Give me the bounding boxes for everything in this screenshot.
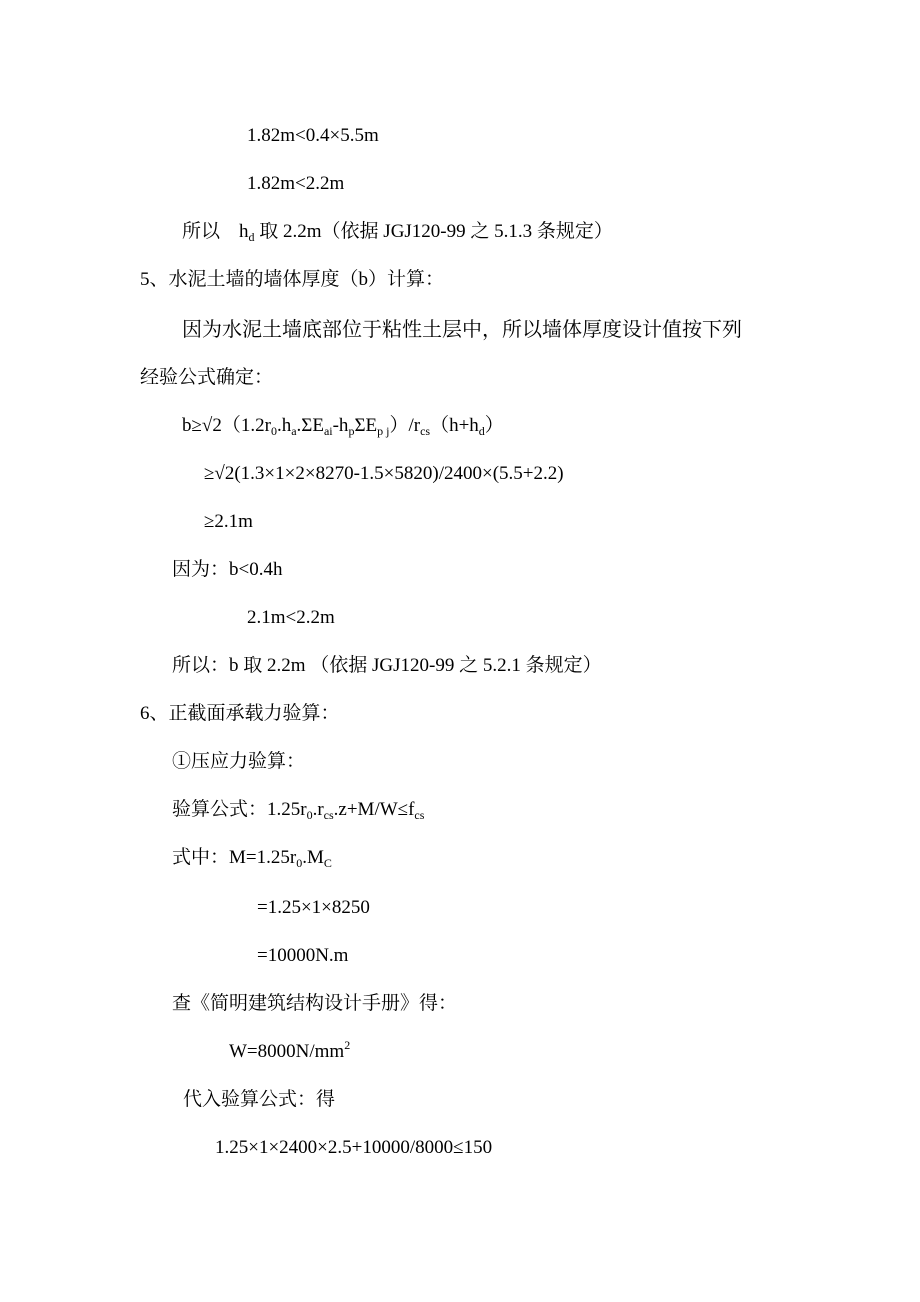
paragraph-line: 因为水泥土墙底部位于粘性土层中，所以墙体厚度设计值按下列 xyxy=(182,319,742,341)
text-line: 因为：b<0.4h xyxy=(172,559,283,580)
formula-line xyxy=(172,846,332,870)
formula-line xyxy=(172,798,424,822)
text-fragment: b≥√2（1.2r xyxy=(182,415,271,436)
subscript: cs xyxy=(323,808,334,822)
subscript: C xyxy=(323,856,332,870)
subscript: d xyxy=(248,230,255,244)
text-fragment: -h xyxy=(332,415,349,436)
text-line: 所以：b 取 2.2m （依据 JGJ120-99 之 5.2.1 条规定） xyxy=(172,655,602,676)
text-fragment: W=8000N/mm xyxy=(229,1041,345,1062)
text-line: 查《简明建筑结构设计手册》得： xyxy=(172,993,458,1014)
text-fragment: ΣE xyxy=(354,415,378,436)
formula-line: ≥√2(1.3×1×2×8270-1.5×5820)/2400×(5.5+2.2) xyxy=(204,463,564,484)
subscript: cs xyxy=(420,424,431,438)
text-fragment: 验算公式：1.25r xyxy=(172,799,307,820)
text-line: 1.82m<2.2m xyxy=(247,173,345,194)
subscript: a xyxy=(291,424,297,438)
formula-line xyxy=(229,1040,350,1064)
text-fragment: 取 2.2m（依据 JGJ120-99 之 5.1.3 条规定） xyxy=(254,221,613,242)
subscript: p j xyxy=(377,424,390,438)
text-fragment: .z+M/W≤f xyxy=(333,799,415,820)
paragraph-line: 经验公式确定： xyxy=(140,367,274,388)
formula-line: 1.25×1×2400×2.5+10000/8000≤150 xyxy=(215,1137,493,1158)
subscript: 0 xyxy=(296,856,303,870)
text-fragment: 所以 h xyxy=(182,221,249,242)
text-fragment: .h xyxy=(276,415,292,436)
text-line: 代入验算公式：得 xyxy=(183,1089,336,1110)
subscript: 0 xyxy=(270,424,277,438)
text-line: 1.82m<0.4×5.5m xyxy=(247,125,379,146)
subscript: cs xyxy=(414,808,425,822)
text-line: 2.1m<2.2m xyxy=(247,607,335,628)
text-fragment: 式中：M=1.25r xyxy=(172,847,297,868)
formula-line: =1.25×1×8250 xyxy=(257,897,370,918)
text-fragment: ）/r xyxy=(389,415,421,436)
subscript: p xyxy=(348,424,355,438)
section-heading: 6、正截面承载力验算： xyxy=(140,703,340,724)
text-fragment: （h+h xyxy=(430,415,479,436)
formula-line xyxy=(182,414,504,438)
superscript: 2 xyxy=(344,1038,351,1052)
text-fragment: .r xyxy=(312,799,324,820)
section-heading: 5、水泥土墙的墙体厚度（b）计算： xyxy=(140,269,445,290)
subscript: 0 xyxy=(306,808,313,822)
formula-line: ≥2.1m xyxy=(204,511,253,532)
subscript: d xyxy=(478,424,485,438)
subscript: ai xyxy=(323,424,333,438)
formula-line: =10000N.m xyxy=(257,945,349,966)
subsection-heading: ①压应力验算： xyxy=(172,751,306,772)
text-fragment: .ΣE xyxy=(296,415,324,436)
text-line xyxy=(182,220,613,244)
text-fragment: .M xyxy=(302,847,324,868)
text-fragment: ） xyxy=(484,415,504,436)
